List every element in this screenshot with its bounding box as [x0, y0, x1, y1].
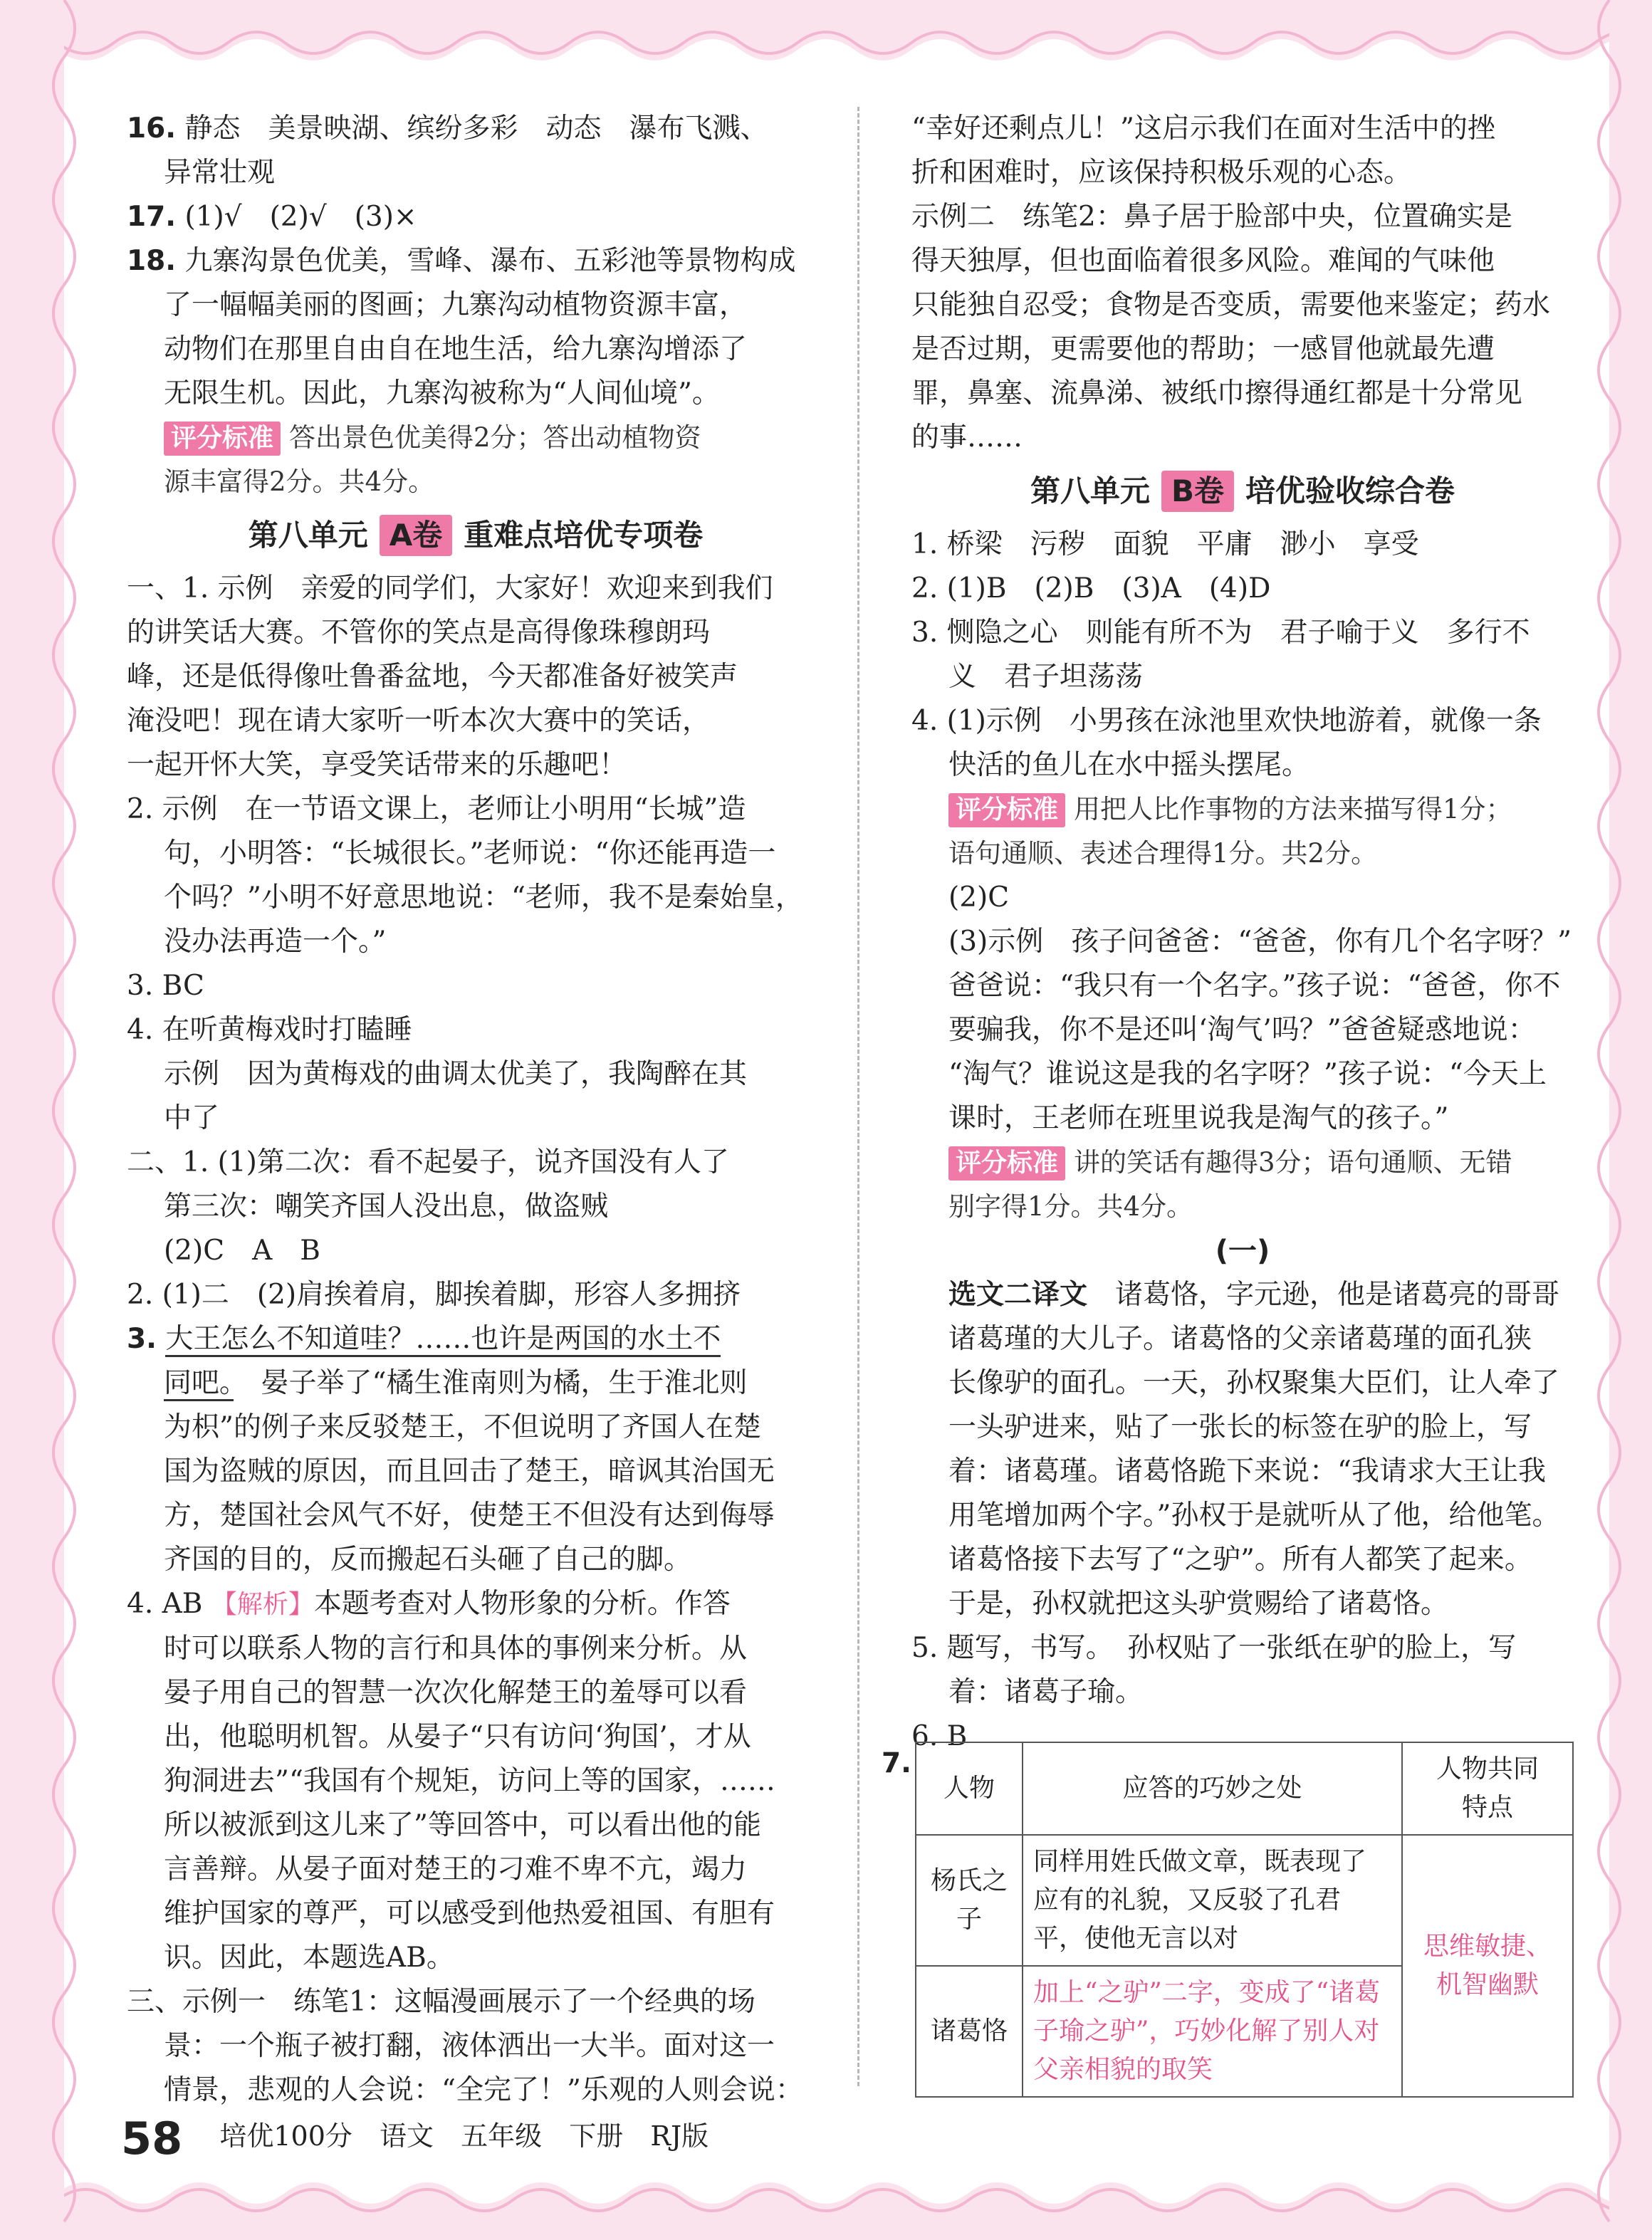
- scoring-tag: 评分标准: [948, 793, 1065, 827]
- part1-q2: 2. 示例 在一节语文课上，老师让小明用“长城”造: [127, 793, 746, 825]
- page-number: 58: [121, 2112, 183, 2165]
- page-footer: 58 培优100分 语文 五年级 下册 RJ版: [121, 2112, 709, 2165]
- badge-b: B卷: [1161, 471, 1234, 512]
- part-heading: (一): [1215, 1235, 1270, 1267]
- right-column: “幸好还剩点儿！”这启示我们在面对生活中的挫 折和困难时，应该保持积极乐观的心态。 示例二 练笔2：鼻子居于脸部中央，位置确实是 得天独厚，但也面临着很多风险。难闻的气味他 只能独自忍受；食物是否变质，需要他来鉴定；药水 是否过期，更需要他的帮助；一感冒他就最先遭 罪，鼻塞、流鼻涕、被纸巾擦得通红都是十分常见 的事…… 第八单元 B卷 培优验收综合卷 1. 桥梁 污秽 面貌 平庸 渺小 享受 2. (1)B (2)B (3)A (4)D 3. 恻隐之心 则能有所不为 君子喻于义 多行不 义 君子坦荡荡 4. (1)示例 小男孩在泳池里欢快地游着，就像一条 快活的鱼儿在水中摇头摆尾。 评分标准 用把人比作事物的方法来描写得1分； 语句通顺、表述合理得1分。共2分。 (2)C (3)示例 孩子问爸爸：“爸爸，你有几个名字呀？” 爸爸说：“我只有一个名字。”孩子说：“爸爸，你不 要骗我，你不是还叫‘淘气’吗？”爸爸疑惑地说： “淘气？谁说这是我的名字呀？”孩子说：“今天上 课时，王老师在班里说我是淘气的孩子。” 评分标准 讲的笑话有趣得3分；语句通顺、无错 别字得1分。共4分。 (一) 选文二译文 诸葛恪，字元逊，他是诸葛亮的哥哥 诸葛瑾的大儿子。诸葛恪的父亲诸葛瑾的面孔狭 长像驴的面孔。一天，孙权聚集大臣们，让人牵了 一头驴进来，贴了一张长的标签在驴的脸上，写 着：诸葛瑾。诸葛恪跪下来说：“我请求大王让我 用笔增加两个字。”孙权于是就听从了他，给他笔。 诸葛恪接下去写了“之驴”。所有人都笑了起来。 于是，孙权就把这头驴赏赐给了诸葛恪。 5. 题写，书写。 孙权贴了一张纸在驴的脸上，写 着：诸葛子瑜。 6. B: [911, 107, 1574, 1759]
- analysis-tag: 【解析】: [211, 1590, 314, 1619]
- part1-q1: 一、1. 示例 亲爱的同学们，大家好！欢迎来到我们: [127, 572, 773, 605]
- b-q5: 5. 题写，书写。 孙权贴了一张纸在驴的脸上，写: [911, 1632, 1517, 1664]
- part2-q2: 2. (1)二 (2)肩挨着肩，脚挨着脚，形容人多拥挤: [127, 1279, 741, 1311]
- wavy-frame-bottom: [0, 2165, 1652, 2240]
- answer-table: [915, 1742, 1574, 2098]
- b-q4: 4. (1)示例 小男孩在泳池里欢快地游着，就像一条: [911, 705, 1542, 737]
- b-q2: 2. (1)B (2)B (3)A (4)D: [911, 572, 1271, 605]
- translation: 选文二译文 诸葛恪，字元逊，他是诸葛亮的哥哥: [948, 1279, 1560, 1311]
- b-q6: 6. B: [911, 1720, 968, 1752]
- part1-q3: 3. BC: [127, 970, 204, 1002]
- b-q7-number: 7.: [882, 1747, 911, 1779]
- column-divider: [857, 107, 859, 2086]
- scoring-tag: 评分标准: [164, 422, 281, 456]
- part3-example: 三、示例一 练笔1：这幅漫画展示了一个经典的场: [127, 1986, 756, 2018]
- b-q1: 1. 桥梁 污秽 面貌 平庸 渺小 享受: [911, 528, 1419, 560]
- b-q3: 3. 恻隐之心 则能有所不为 君子喻于义 多行不: [911, 617, 1530, 649]
- answer-18: 18. 九寨沟景色优美，雪峰、瀑布、五彩池等景物构成: [127, 245, 796, 277]
- part2-q1: 二、1. (1)第二次：看不起晏子，说齐国没有人了: [127, 1146, 729, 1178]
- table-header: 人物共同 特点: [1402, 1742, 1573, 1835]
- scoring-note: 评分标准 答出景色优美得2分；答出动植物资: [127, 416, 825, 460]
- wavy-frame-top: [0, 0, 1652, 78]
- common-trait-answer: 思维敏捷、机智幽默: [1402, 1835, 1573, 2097]
- section-title-a: 第八单元 A卷 重难点培优专项卷: [127, 507, 825, 564]
- table-header: 应答的巧妙之处: [1023, 1742, 1402, 1835]
- handwritten-answer: 加上“之驴”二字，变成了“诸葛子瑜之驴”，巧妙化解了别人对父亲相貌的取笑: [1023, 1966, 1402, 2097]
- table-row: 诸葛恪 加上“之驴”二字，变成了“诸葛子瑜之驴”，巧妙化解了别人对父亲相貌的取笑: [916, 1966, 1573, 2097]
- left-column: 16. 静态 美景映湖、缤纷多彩 动态 瀑布飞溅、 异常壮观 17. (1)√ (2)√ (3)× 18. 九寨沟景色优美，雪峰、瀑布、五彩池等景物构成 了一幅幅美丽的图画；九寨沟动植物资源丰富， 动物们在那里自由自在地生活，给九寨沟增添了 无限生机。因此，九寨沟被称为“人间仙境”。 评分标准 答出景色优美得2分；答出动植物资 源丰富得2分。共4分。 第八单元 A卷 重难点培优专项卷 一、1. 示例 亲爱的同学们，大家好！欢迎来到我们 的讲笑话大赛。不管你的笑点是高得像珠穆朗玛 峰，还是低得像吐鲁番盆地，今天都准备好被笑声 淹没吧！现在请大家听一听本次大赛中的笑话， 一起开怀大笑，享受笑话带来的乐趣吧！ 2. 示例 在一节语文课上，老师让小明用“长城”造 句，小明答：“长城很长。”老师说：“你还能再造一 个吗？”小明不好意思地说：“老师，我不是秦始皇， 没办法再造一个。” 3. BC 4. 在听黄梅戏时打瞌睡 示例 因为黄梅戏的曲调太优美了，我陶醉在其 中了 二、1. (1)第二次：看不起晏子，说齐国没有人了 第三次：嘲笑齐国人没出息，做盗贼 (2)C A B 2. (1)二 (2)肩挨着肩，脚挨着脚，形容人多拥挤 3. 大王怎么不知道哇？……也许是两国的水土不 同吧。 晏子举了“橘生淮南则为橘，生于淮北则 为枳”的例子来反驳楚王，不但说明了齐国人在楚 国为盗贼的原因，而且回击了楚王，暗讽其治国无 方，楚国社会风气不好，使楚王不但没有达到侮辱 齐国的目的，反而搬起石头砸了自己的脚。 4. AB 【解析】本题考查对人物形象的分析。作答 时可以联系人物的言行和具体的事例来分析。从 晏子用自己的智慧一次次化解楚王的羞辱可以看 出，他聪明机智。从晏子“只有访问‘狗国’，才从 狗洞进去”“我国有个规矩，访问上等的国家，…… 所以被派到这儿来了”等回答中，可以看出他的能 言善辩。从晏子面对楚王的刁难不卑不亢，竭力 维护国家的尊严，可以感受到他热爱祖国、有胆有 识。因此，本题选AB。 三、示例一 练笔1：这幅漫画展示了一个经典的场 景：一个瓶子被打翻，液体洒出一大半。面对这一 情景，悲观的人会说：“全完了！”乐观的人则会说：: [127, 107, 825, 2113]
- badge-a: A卷: [380, 515, 453, 556]
- answer-16: 16. 静态 美景映湖、缤纷多彩 动态 瀑布飞溅、: [127, 112, 768, 145]
- table-row: 杨氏之子 同样用姓氏做文章，既表现了应有的礼貌，又反驳了孔君平，使他无言以对 思维敏捷、机智幽默: [916, 1835, 1573, 1966]
- section-title-b: 第八单元 B卷 培优验收综合卷: [911, 463, 1574, 520]
- answer-17: 17. (1)√ (2)√ (3)×: [127, 201, 417, 233]
- part2-q3: 3. 大王怎么不知道哇？……也许是两国的水土不: [127, 1317, 825, 1361]
- scoring-tag: 评分标准: [948, 1146, 1065, 1181]
- table-header: 人物: [916, 1742, 1023, 1835]
- wavy-frame-left: [0, 0, 93, 2240]
- wavy-frame-right: [1581, 0, 1652, 2240]
- part2-q4: 4. AB 【解析】本题考查对人物形象的分析。作答: [127, 1582, 825, 1627]
- part1-q4: 4. 在听黄梅戏时打瞌睡: [127, 1014, 412, 1046]
